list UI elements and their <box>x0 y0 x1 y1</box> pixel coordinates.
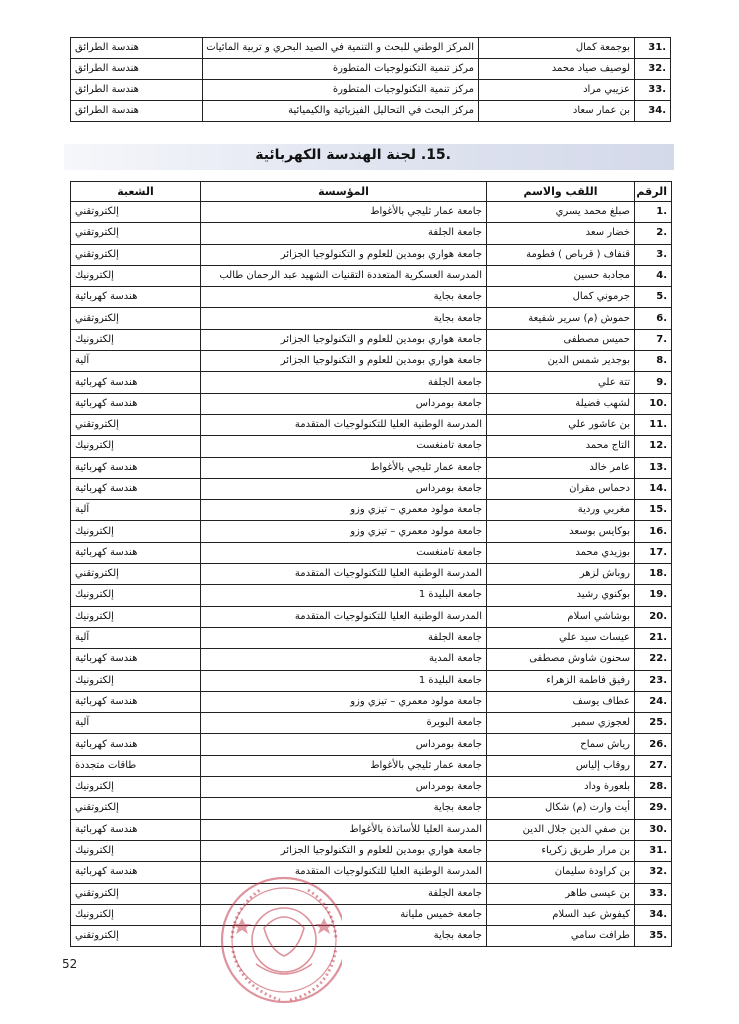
member-institution: جامعة عمار ثليجي بالأغواط <box>201 202 487 223</box>
member-institution: المدرسة العسكرية المتعددة التقنيات الشهيد عبد الرحمان طالب <box>201 265 487 286</box>
member-field: آلية <box>71 713 201 734</box>
row-number: .35 <box>635 926 672 947</box>
member-field: هندسة كهربائية <box>71 542 201 563</box>
member-field: طاقات متجددة <box>71 755 201 776</box>
table-row <box>71 500 672 521</box>
row-number: .12 <box>635 436 672 457</box>
member-name: روباش لزهر <box>487 564 635 585</box>
member-field: إلكتروتقني <box>71 244 201 265</box>
row-number: .4 <box>635 265 672 286</box>
member-field: هندسة كهربائية <box>71 649 201 670</box>
member-name: أيت وارت (م) شكال <box>487 798 635 819</box>
member-name: رياش سماح <box>487 734 635 755</box>
member-name: صبلغ محمد يسري <box>487 202 635 223</box>
member-field: هندسة كهربائية <box>71 691 201 712</box>
member-institution: المدرسة الوطنية العليا للتكنولوجيات المتقدمة <box>201 862 487 883</box>
member-name: التاج محمد <box>487 436 635 457</box>
member-field: هندسة الطرائق <box>71 59 203 80</box>
table-row <box>71 542 672 563</box>
member-field: إلكترونيك <box>71 521 201 542</box>
row-number: .24 <box>635 691 672 712</box>
member-name: بوزيدي محمد <box>487 542 635 563</box>
member-institution: جامعة بومرداس <box>201 393 487 414</box>
previous-section-table <box>70 37 671 122</box>
member-name: بلعورة وداد <box>487 777 635 798</box>
member-field: إلكترونيك <box>71 840 201 861</box>
committee-members-table <box>70 181 672 947</box>
member-field: إلكترونيك <box>71 329 201 350</box>
table-row <box>71 585 672 606</box>
member-institution: جامعة عمار ثليجي بالأغواط <box>201 755 487 776</box>
member-field: إلكتروتقني <box>71 414 201 435</box>
table-row <box>71 265 672 286</box>
member-name: بن صفي الدين جلال الدين <box>487 819 635 840</box>
member-name: لشهب فضيلة <box>487 393 635 414</box>
member-institution: جامعة بومرداس <box>201 478 487 499</box>
member-field: هندسة كهربائية <box>71 372 201 393</box>
table-row <box>71 840 672 861</box>
header-field: الشعبة <box>71 182 201 202</box>
row-number: .27 <box>635 755 672 776</box>
previous-section-table-body <box>71 38 671 122</box>
member-institution: المدرسة الوطنية العليا للتكنولوجيات المتقدمة <box>201 606 487 627</box>
member-name: خضار سعد <box>487 223 635 244</box>
member-name: بن عيسى طاهر <box>487 883 635 904</box>
member-institution: جامعة البليدة 1 <box>201 670 487 691</box>
row-number: .9 <box>635 372 672 393</box>
member-institution: جامعة الجلفة <box>201 372 487 393</box>
member-institution: المدرسة الوطنية العليا للتكنولوجيات المتقدمة <box>201 414 487 435</box>
member-name: كيفوش عبد السلام <box>487 904 635 925</box>
row-number: .25 <box>635 713 672 734</box>
row-number: .34 <box>635 101 671 122</box>
table-row <box>71 926 672 947</box>
table-row <box>71 521 672 542</box>
member-field: إلكتروتقني <box>71 308 201 329</box>
member-name: عيسات سيد علي <box>487 627 635 648</box>
table-row <box>71 627 672 648</box>
table-row <box>71 883 672 904</box>
member-institution: جامعة البليدة 1 <box>201 585 487 606</box>
table-row <box>71 777 672 798</box>
row-number: .33 <box>635 883 672 904</box>
member-name: روقاب إلياس <box>487 755 635 776</box>
member-name: جرموني كمال <box>487 287 635 308</box>
section-title: .15. لجنة الهندسة الكهربائية <box>255 147 451 163</box>
member-name: لعجوزي سمير <box>487 713 635 734</box>
row-number: .22 <box>635 649 672 670</box>
member-institution: جامعة هواري بومدين للعلوم و التكنولوجيا الجزائر <box>201 329 487 350</box>
member-field: هندسة كهربائية <box>71 287 201 308</box>
row-number: .6 <box>635 308 672 329</box>
member-institution: مركز تنمية التكنولوجيات المتطورة <box>203 80 479 101</box>
member-institution: جامعة عمار ثليجي بالأغواط <box>201 457 487 478</box>
member-institution: جامعة هواري بومدين للعلوم و التكنولوجيا الجزائر <box>201 244 487 265</box>
table-row <box>71 904 672 925</box>
member-field: إلكتروتقني <box>71 883 201 904</box>
committee-members-table-body <box>71 202 672 947</box>
member-institution: جامعة تامنغست <box>201 436 487 457</box>
member-name: مغربي وردية <box>487 500 635 521</box>
table-row <box>71 713 672 734</box>
member-name: بن مرار طريق زكرياء <box>487 840 635 861</box>
member-name: طرافت سامي <box>487 926 635 947</box>
table-row <box>71 287 672 308</box>
member-institution: جامعة المدية <box>201 649 487 670</box>
header-number: الرقم <box>635 182 672 202</box>
table-row <box>71 38 671 59</box>
row-number: .10 <box>635 393 672 414</box>
member-name: حموش (م) سرير شفيعة <box>487 308 635 329</box>
table-row <box>71 244 672 265</box>
table-row <box>71 329 672 350</box>
table-header-row <box>71 182 672 202</box>
header-name: اللقب والاسم <box>487 182 635 202</box>
member-field: إلكتروتقني <box>71 223 201 244</box>
member-institution: جامعة بومرداس <box>201 777 487 798</box>
row-number: .3 <box>635 244 672 265</box>
section-banner <box>64 144 674 170</box>
table-row <box>71 101 671 122</box>
table-row <box>71 564 672 585</box>
member-name: بوشاشي اسلام <box>487 606 635 627</box>
table-row <box>71 436 672 457</box>
member-institution: جامعة تامنغست <box>201 542 487 563</box>
row-number: .8 <box>635 351 672 372</box>
member-field: إلكتروتقني <box>71 926 201 947</box>
member-name: قنفاف ( قرباص ) فطومة <box>487 244 635 265</box>
member-name: عطاف يوسف <box>487 691 635 712</box>
member-field: إلكترونيك <box>71 436 201 457</box>
member-institution: جامعة بومرداس <box>201 734 487 755</box>
row-number: .14 <box>635 478 672 499</box>
member-name: لوصيف صياد محمد <box>479 59 635 80</box>
member-field: هندسة كهربائية <box>71 457 201 478</box>
member-field: هندسة كهربائية <box>71 862 201 883</box>
row-number: .5 <box>635 287 672 308</box>
row-number: .7 <box>635 329 672 350</box>
member-name: تتة علي <box>487 372 635 393</box>
row-number: .31 <box>635 38 671 59</box>
member-institution: جامعة مولود معمري – تيزي وزو <box>201 691 487 712</box>
member-field: إلكتروتقني <box>71 564 201 585</box>
member-institution: جامعة هواري بومدين للعلوم و التكنولوجيا الجزائر <box>201 351 487 372</box>
member-name: بن عمار سعاد <box>479 101 635 122</box>
member-name: عامر خالد <box>487 457 635 478</box>
table-row <box>71 734 672 755</box>
member-field: هندسة كهربائية <box>71 393 201 414</box>
member-field: هندسة الطرائق <box>71 101 203 122</box>
member-name: حميس مصطفى <box>487 329 635 350</box>
member-field: إلكتروتقني <box>71 798 201 819</box>
member-field: إلكترونيك <box>71 606 201 627</box>
member-name: بوجمعة كمال <box>479 38 635 59</box>
member-field: إلكترونيك <box>71 904 201 925</box>
member-institution: المدرسة العليا للأساتذة بالأغواط <box>201 819 487 840</box>
row-number: .18 <box>635 564 672 585</box>
row-number: .29 <box>635 798 672 819</box>
member-institution: جامعة الجلفة <box>201 223 487 244</box>
member-institution: جامعة بجاية <box>201 308 487 329</box>
member-name: بوجدير شمس الدين <box>487 351 635 372</box>
row-number: .31 <box>635 840 672 861</box>
member-name: بن كراودة سليمان <box>487 862 635 883</box>
row-number: .32 <box>635 59 671 80</box>
member-institution: جامعة الجلفة <box>201 627 487 648</box>
member-name: بوكايس بوسعد <box>487 521 635 542</box>
member-name: سحنون شاوش مصطفى <box>487 649 635 670</box>
member-name: دحماس مقران <box>487 478 635 499</box>
member-field: آلية <box>71 500 201 521</box>
member-name: عزيبي مراد <box>479 80 635 101</box>
member-institution: جامعة الجلفة <box>201 883 487 904</box>
member-name: مجادبة حسين <box>487 265 635 286</box>
table-row <box>71 372 672 393</box>
row-number: .26 <box>635 734 672 755</box>
row-number: .16 <box>635 521 672 542</box>
row-number: .11 <box>635 414 672 435</box>
header-institution: المؤسسة <box>201 182 487 202</box>
row-number: .21 <box>635 627 672 648</box>
member-institution: مركز تنمية التكنولوجيات المتطورة <box>203 59 479 80</box>
member-institution: جامعة خميس مليانة <box>201 904 487 925</box>
member-institution: مركز البحث في التحاليل الفيزيائية والكيميائية <box>203 101 479 122</box>
official-seal-stamp-icon <box>212 868 342 1018</box>
table-row <box>71 223 672 244</box>
member-field: هندسة كهربائية <box>71 734 201 755</box>
table-row <box>71 606 672 627</box>
member-field: إلكترونيك <box>71 777 201 798</box>
row-number: .2 <box>635 223 672 244</box>
member-field: هندسة الطرائق <box>71 80 203 101</box>
page-number: 52 <box>62 957 78 971</box>
row-number: .30 <box>635 819 672 840</box>
table-row <box>71 649 672 670</box>
table-row <box>71 457 672 478</box>
member-institution: جامعة بجاية <box>201 287 487 308</box>
table-row <box>71 478 672 499</box>
member-institution: جامعة البويرة <box>201 713 487 734</box>
member-field: هندسة الطرائق <box>71 38 203 59</box>
table-row <box>71 414 672 435</box>
member-institution: جامعة بجاية <box>201 926 487 947</box>
member-institution: المدرسة الوطنية العليا للتكنولوجيات المتقدمة <box>201 564 487 585</box>
member-field: هندسة كهربائية <box>71 478 201 499</box>
member-institution: جامعة مولود معمري – تيزي وزو <box>201 500 487 521</box>
row-number: .1 <box>635 202 672 223</box>
row-number: .34 <box>635 904 672 925</box>
member-field: آلية <box>71 627 201 648</box>
row-number: .20 <box>635 606 672 627</box>
table-row <box>71 670 672 691</box>
member-name: بوكنوي رشيد <box>487 585 635 606</box>
table-row <box>71 308 672 329</box>
row-number: .23 <box>635 670 672 691</box>
row-number: .17 <box>635 542 672 563</box>
row-number: .15 <box>635 500 672 521</box>
member-institution: جامعة هواري بومدين للعلوم و التكنولوجيا الجزائر <box>201 840 487 861</box>
member-institution: جامعة بجاية <box>201 798 487 819</box>
member-name: بن عاشور علي <box>487 414 635 435</box>
member-field: إلكتروتقني <box>71 202 201 223</box>
member-field: إلكترونيك <box>71 265 201 286</box>
table-row <box>71 202 672 223</box>
table-row <box>71 862 672 883</box>
row-number: .28 <box>635 777 672 798</box>
table-row <box>71 819 672 840</box>
member-field: آلية <box>71 351 201 372</box>
table-row <box>71 798 672 819</box>
row-number: .13 <box>635 457 672 478</box>
member-institution: جامعة مولود معمري – تيزي وزو <box>201 521 487 542</box>
table-row <box>71 755 672 776</box>
row-number: .19 <box>635 585 672 606</box>
row-number: .32 <box>635 862 672 883</box>
table-row <box>71 691 672 712</box>
member-field: هندسة كهربائية <box>71 819 201 840</box>
table-row <box>71 80 671 101</box>
row-number: .33 <box>635 80 671 101</box>
table-row <box>71 393 672 414</box>
member-name: رفيق فاطمة الزهراء <box>487 670 635 691</box>
member-field: إلكترونيك <box>71 670 201 691</box>
member-institution: المركز الوطني للبحث و التنمية في الصيد البحري و تربية المائيات <box>203 38 479 59</box>
member-field: إلكترونيك <box>71 585 201 606</box>
table-row <box>71 351 672 372</box>
table-row <box>71 59 671 80</box>
